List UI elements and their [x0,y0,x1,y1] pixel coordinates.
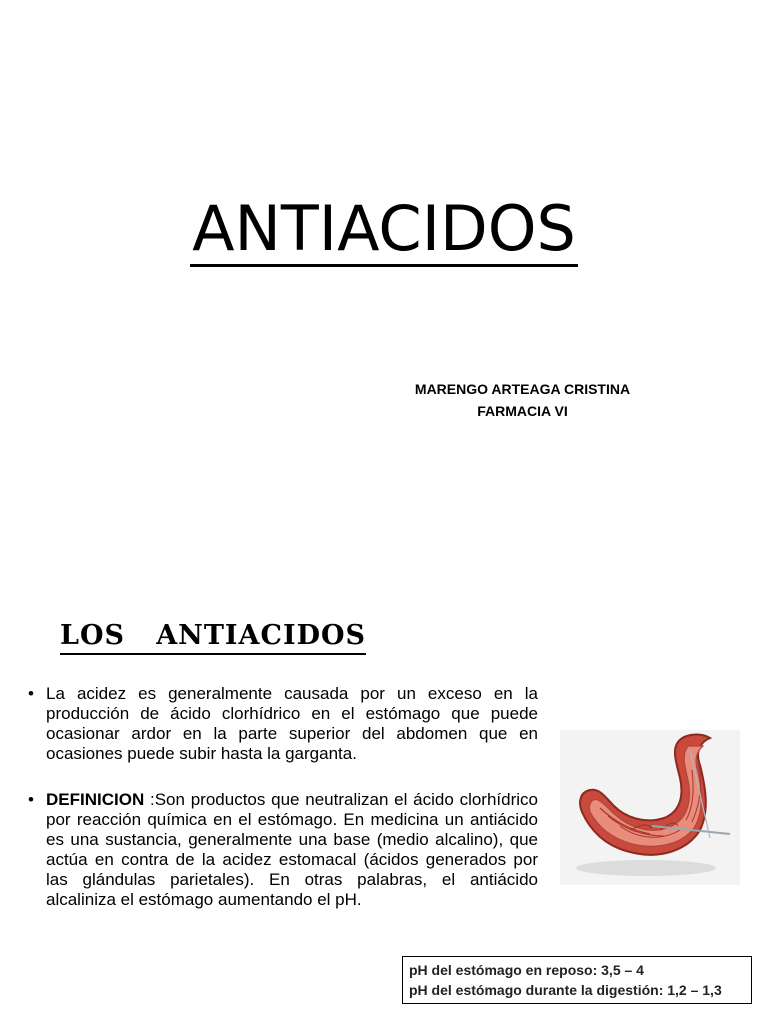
bullet-acidez-text: La acidez es generalmente causada por un exceso en la producción de ácido clorhídrico en el estómago que puede ocasionar ardor en la parte superior del abdomen que en ocasiones puede subir hasta la garganta. [46,684,538,763]
ph-info-box [402,956,752,1004]
bullet-list [28,684,538,936]
course-name: FARMACIA VI [477,403,568,419]
ph-digestion-text: pH del estómago durante la digestión: 1,2 – 1,3 [409,982,722,998]
definicion-text: :Son productos que neutralizan el ácido clorhídrico por reacción química en el estómago. En medicina un antiácido es una sustancia, generalmente una base (medio alcalino), que actúa en contra de la acidez estomacal (ácidos generados por las glándulas parietales). En otras palabras, el antiácido alcaliniza el estómago aumentando el pH. [46,790,538,909]
author-block [380,378,665,422]
section-heading: LOS ANTIACIDOS [60,620,366,655]
definicion-label: DEFINICION [46,790,145,809]
content-slide [0,580,768,1024]
stomach-illustration-icon [560,730,740,885]
ph-rest-text: pH del estómago en reposo: 3,5 – 4 [409,962,644,978]
author-name: MARENGO ARTEAGA CRISTINA [414,381,631,397]
bullet-acidez [28,684,538,764]
title-text: ANTIACIDOS [192,192,576,265]
bullet-definicion [28,790,538,910]
page-title [0,192,768,267]
